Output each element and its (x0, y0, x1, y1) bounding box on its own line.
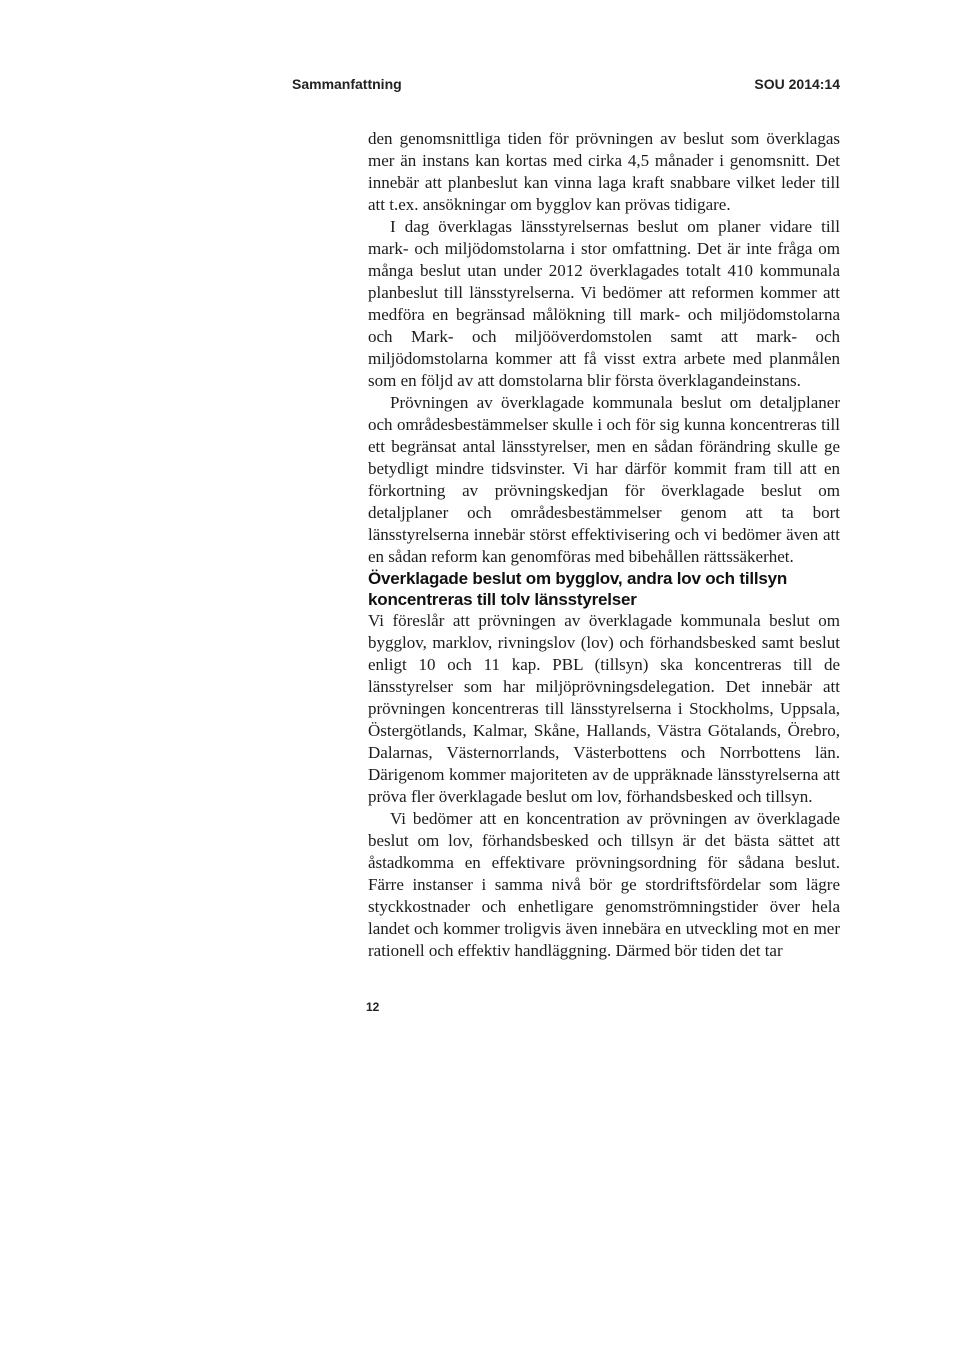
running-header-section: Sammanfattning (292, 76, 402, 92)
paragraph: Prövningen av överklagade kommunala beslut om detaljplaner och områdesbestämmelser skulle i och för sig kunna koncentreras till ett begränsat antal länsstyrelser, men en sådan förändring skulle ge betydligt mindre tidsvinster. Vi har därför kommit fram till att en förkortning av prövningskedjan för överklagade beslut om detaljplaner och områdesbestämmelser genom att ta bort länsstyrelserna innebär störst effektivisering och vi bedömer även att en sådan reform kan genomföras med bibehållen rättssäkerhet. (368, 393, 840, 566)
paragraph: I dag överklagas länsstyrelsernas beslut om planer vidare till mark- och miljödomstolarna i stor omfattning. Det är inte fråga om många beslut utan under 2012 överklagades totalt 410 kommunala planbeslut till länsstyrelserna. Vi bedömer att reformen kommer att medföra en begränsad målökning till mark- och miljödomstolarna och Mark- och miljööverdomstolen samt att mark- och miljödomstolarna kommer att få visst extra arbete med planmålen som en följd av att domstolarna blir första överklagandeinstans. (368, 217, 840, 390)
paragraph: Vi bedömer att en koncentration av prövningen av överklagade beslut om lov, förhandsbesked och tillsyn är det bästa sättet att åstadkomma en effektivare prövningsordning för sådana beslut. Färre instanser i samma nivå bör ge stordriftsfördelar som lägre styckkostnader och enhetligare genomströmningstider över hela landet och kommer troligvis även innebära en utveckling mot en mer rationell och effektiv handläggning. Därmed bör tiden det tar (368, 809, 840, 960)
paragraph: den genomsnittliga tiden för prövningen av beslut som överklagas mer än instans kan kortas med cirka 4,5 månader i genomsnitt. Det innebär att planbeslut kan vinna laga kraft snabbare vilket leder till att t.ex. ansökningar om bygglov kan prövas tidigare. (368, 129, 840, 214)
section-heading: Överklagade beslut om bygglov, andra lov och tillsyn koncentreras till tolv länsstyrelser (368, 569, 788, 609)
body-text-section (368, 610, 840, 962)
paragraph: Vi föreslår att prövningen av överklagade kommunala beslut om bygglov, marklov, rivningslov (lov) och förhandsbesked samt beslut enligt 10 och 11 kap. PBL (tillsyn) ska koncentreras till de länsstyrelser som har miljöprövningsdelegation. Det innebär att prövningen koncentreras till länsstyrelserna i Stockholms, Uppsala, Östergötlands, Kalmar, Skåne, Hallands, Västra Götalands, Örebro, Dalarnas, Västernorrlands, Västerbottens och Norrbottens län. Därigenom kommer majoriteten av de uppräknade länsstyrelserna att pröva fler överklagade beslut om lov, förhandsbesked och tillsyn. (368, 611, 840, 806)
running-header-report-id: SOU 2014:14 (754, 76, 840, 92)
body-text-top (368, 128, 840, 568)
page-number: 12 (366, 1000, 380, 1014)
